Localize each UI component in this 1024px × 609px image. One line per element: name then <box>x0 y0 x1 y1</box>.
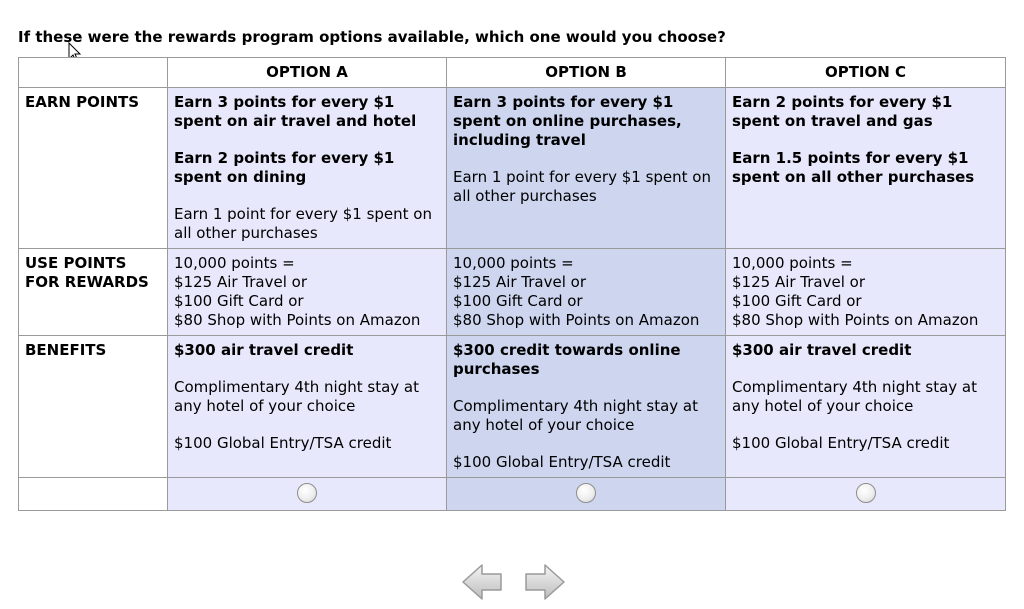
option-b-use <box>447 249 726 336</box>
option-c-earn <box>726 88 1006 249</box>
benefit-item: $300 air travel credit <box>174 341 354 359</box>
earn-item: Earn 2 points for every $1 spent on travel and gas <box>732 93 953 130</box>
option-a-use <box>168 249 447 336</box>
benefit-item: Complimentary 4th night stay at any hotel of your choice <box>453 397 699 434</box>
options-table <box>18 57 1006 511</box>
use-line: $80 Shop with Points on Amazon <box>174 311 421 329</box>
next-arrow-icon[interactable] <box>523 562 567 602</box>
benefit-item: $100 Global Entry/TSA credit <box>174 434 392 452</box>
row-label-line: FOR REWARDS <box>25 273 149 291</box>
use-points-row <box>19 249 1006 336</box>
row-label-line: USE POINTS <box>25 254 127 272</box>
benefits-row <box>19 336 1006 478</box>
header-option-c: OPTION C <box>726 58 1006 88</box>
benefit-item: Complimentary 4th night stay at any hotel of your choice <box>732 378 978 415</box>
earn-points-row <box>19 88 1006 249</box>
benefit-item: $100 Global Entry/TSA credit <box>732 434 950 452</box>
option-c-benefits <box>726 336 1006 478</box>
use-line: 10,000 points = <box>174 254 295 272</box>
earn-item: Earn 1 point for every $1 spent on all other purchases <box>453 168 711 205</box>
use-line: $100 Gift Card or <box>174 292 304 310</box>
question-text: If these were the rewards program options available, which one would you choose? <box>18 28 726 46</box>
earn-item: Earn 1.5 points for every $1 spent on all other purchases <box>732 149 975 186</box>
option-b-benefits <box>447 336 726 478</box>
option-b-select-cell <box>447 478 726 511</box>
option-a-earn <box>168 88 447 249</box>
option-c-select-cell <box>726 478 1006 511</box>
use-line: $100 Gift Card or <box>732 292 862 310</box>
earn-item: Earn 3 points for every $1 spent on air travel and hotel <box>174 93 417 130</box>
option-a-benefits <box>168 336 447 478</box>
row-label-earn-points: EARN POINTS <box>19 88 168 249</box>
option-c-use <box>726 249 1006 336</box>
row-label-benefits: BENEFITS <box>19 336 168 478</box>
option-b-earn <box>447 88 726 249</box>
earn-item: Earn 3 points for every $1 spent on online purchases, including travel <box>453 93 682 149</box>
benefit-item: $300 credit towards online purchases <box>453 341 681 378</box>
use-line: $80 Shop with Points on Amazon <box>732 311 979 329</box>
selection-row <box>19 478 1006 511</box>
use-line: $125 Air Travel or <box>453 273 587 291</box>
benefit-item: Complimentary 4th night stay at any hotel of your choice <box>174 378 420 415</box>
benefit-item: $300 air travel credit <box>732 341 912 359</box>
header-row <box>19 58 1006 88</box>
benefit-item: $100 Global Entry/TSA credit <box>453 453 671 471</box>
use-line: $125 Air Travel or <box>732 273 866 291</box>
use-line: 10,000 points = <box>732 254 853 272</box>
option-a-select-cell <box>168 478 447 511</box>
header-blank <box>19 58 168 88</box>
option-b-radio[interactable] <box>576 483 596 503</box>
header-option-b: OPTION B <box>447 58 726 88</box>
use-line: $80 Shop with Points on Amazon <box>453 311 700 329</box>
row-label-use-points <box>19 249 168 336</box>
option-c-radio[interactable] <box>856 483 876 503</box>
use-line: 10,000 points = <box>453 254 574 272</box>
earn-item: Earn 1 point for every $1 spent on all other purchases <box>174 205 432 242</box>
header-option-a: OPTION A <box>168 58 447 88</box>
back-arrow-icon[interactable] <box>460 562 504 602</box>
use-line: $125 Air Travel or <box>174 273 308 291</box>
option-a-radio[interactable] <box>297 483 317 503</box>
earn-item: Earn 2 points for every $1 spent on dining <box>174 149 395 186</box>
selection-blank <box>19 478 168 511</box>
use-line: $100 Gift Card or <box>453 292 583 310</box>
